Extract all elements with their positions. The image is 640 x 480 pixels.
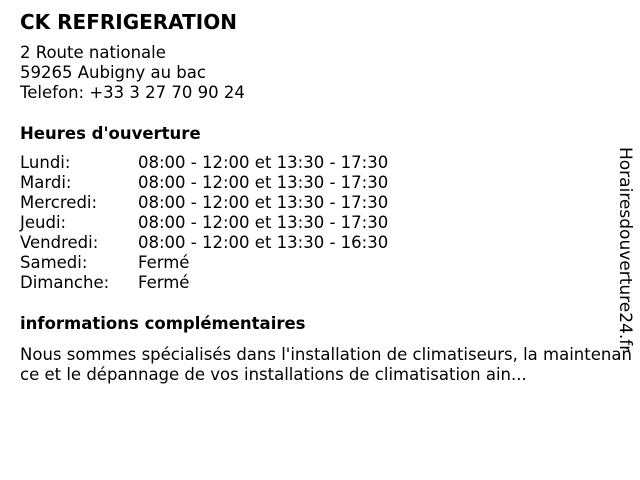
- hours-row-wednesday: [20, 193, 388, 213]
- hours-time: Fermé: [138, 273, 190, 292]
- address-block: [20, 43, 245, 103]
- address-street: 2 Route nationale: [20, 43, 166, 62]
- hours-day: Samedi:: [20, 253, 88, 272]
- additional-info-text: Nous sommes spécialisés dans l'installation de climatiseurs, la maintenance et le dépannage de vos installations de climatisation ain...: [20, 345, 632, 384]
- site-watermark: [610, 130, 640, 370]
- opening-hours-heading: Heures d'ouverture: [20, 124, 201, 143]
- hours-time: 08:00 - 12:00 et 13:30 - 17:30: [138, 153, 389, 172]
- hours-row-monday: [20, 153, 388, 173]
- hours-row-tuesday: [20, 173, 388, 193]
- hours-day: Dimanche:: [20, 273, 110, 292]
- phone-number: Telefon: +33 3 27 70 90 24: [20, 83, 245, 102]
- hours-time: 08:00 - 12:00 et 13:30 - 17:30: [138, 193, 389, 212]
- hours-day: Mercredi:: [20, 193, 98, 212]
- hours-day: Lundi:: [20, 153, 71, 172]
- hours-row-thursday: [20, 213, 388, 233]
- hours-row-friday: [20, 233, 388, 253]
- hours-row-sunday: [20, 273, 388, 293]
- business-name: CK REFRIGERATION: [20, 10, 237, 34]
- hours-time: 08:00 - 12:00 et 13:30 - 16:30: [138, 233, 389, 252]
- hours-day: Mardi:: [20, 173, 72, 192]
- hours-row-saturday: [20, 253, 388, 273]
- additional-info-heading: informations complémentaires: [20, 314, 306, 333]
- hours-time: Fermé: [138, 253, 190, 272]
- opening-hours-table: [20, 153, 388, 293]
- hours-time: 08:00 - 12:00 et 13:30 - 17:30: [138, 213, 389, 232]
- hours-day: Vendredi:: [20, 233, 99, 252]
- address-city: 59265 Aubigny au bac: [20, 63, 206, 82]
- hours-day: Jeudi:: [20, 213, 67, 232]
- watermark-text: Horairesdouverture24.fr: [615, 147, 635, 353]
- hours-time: 08:00 - 12:00 et 13:30 - 17:30: [138, 173, 389, 192]
